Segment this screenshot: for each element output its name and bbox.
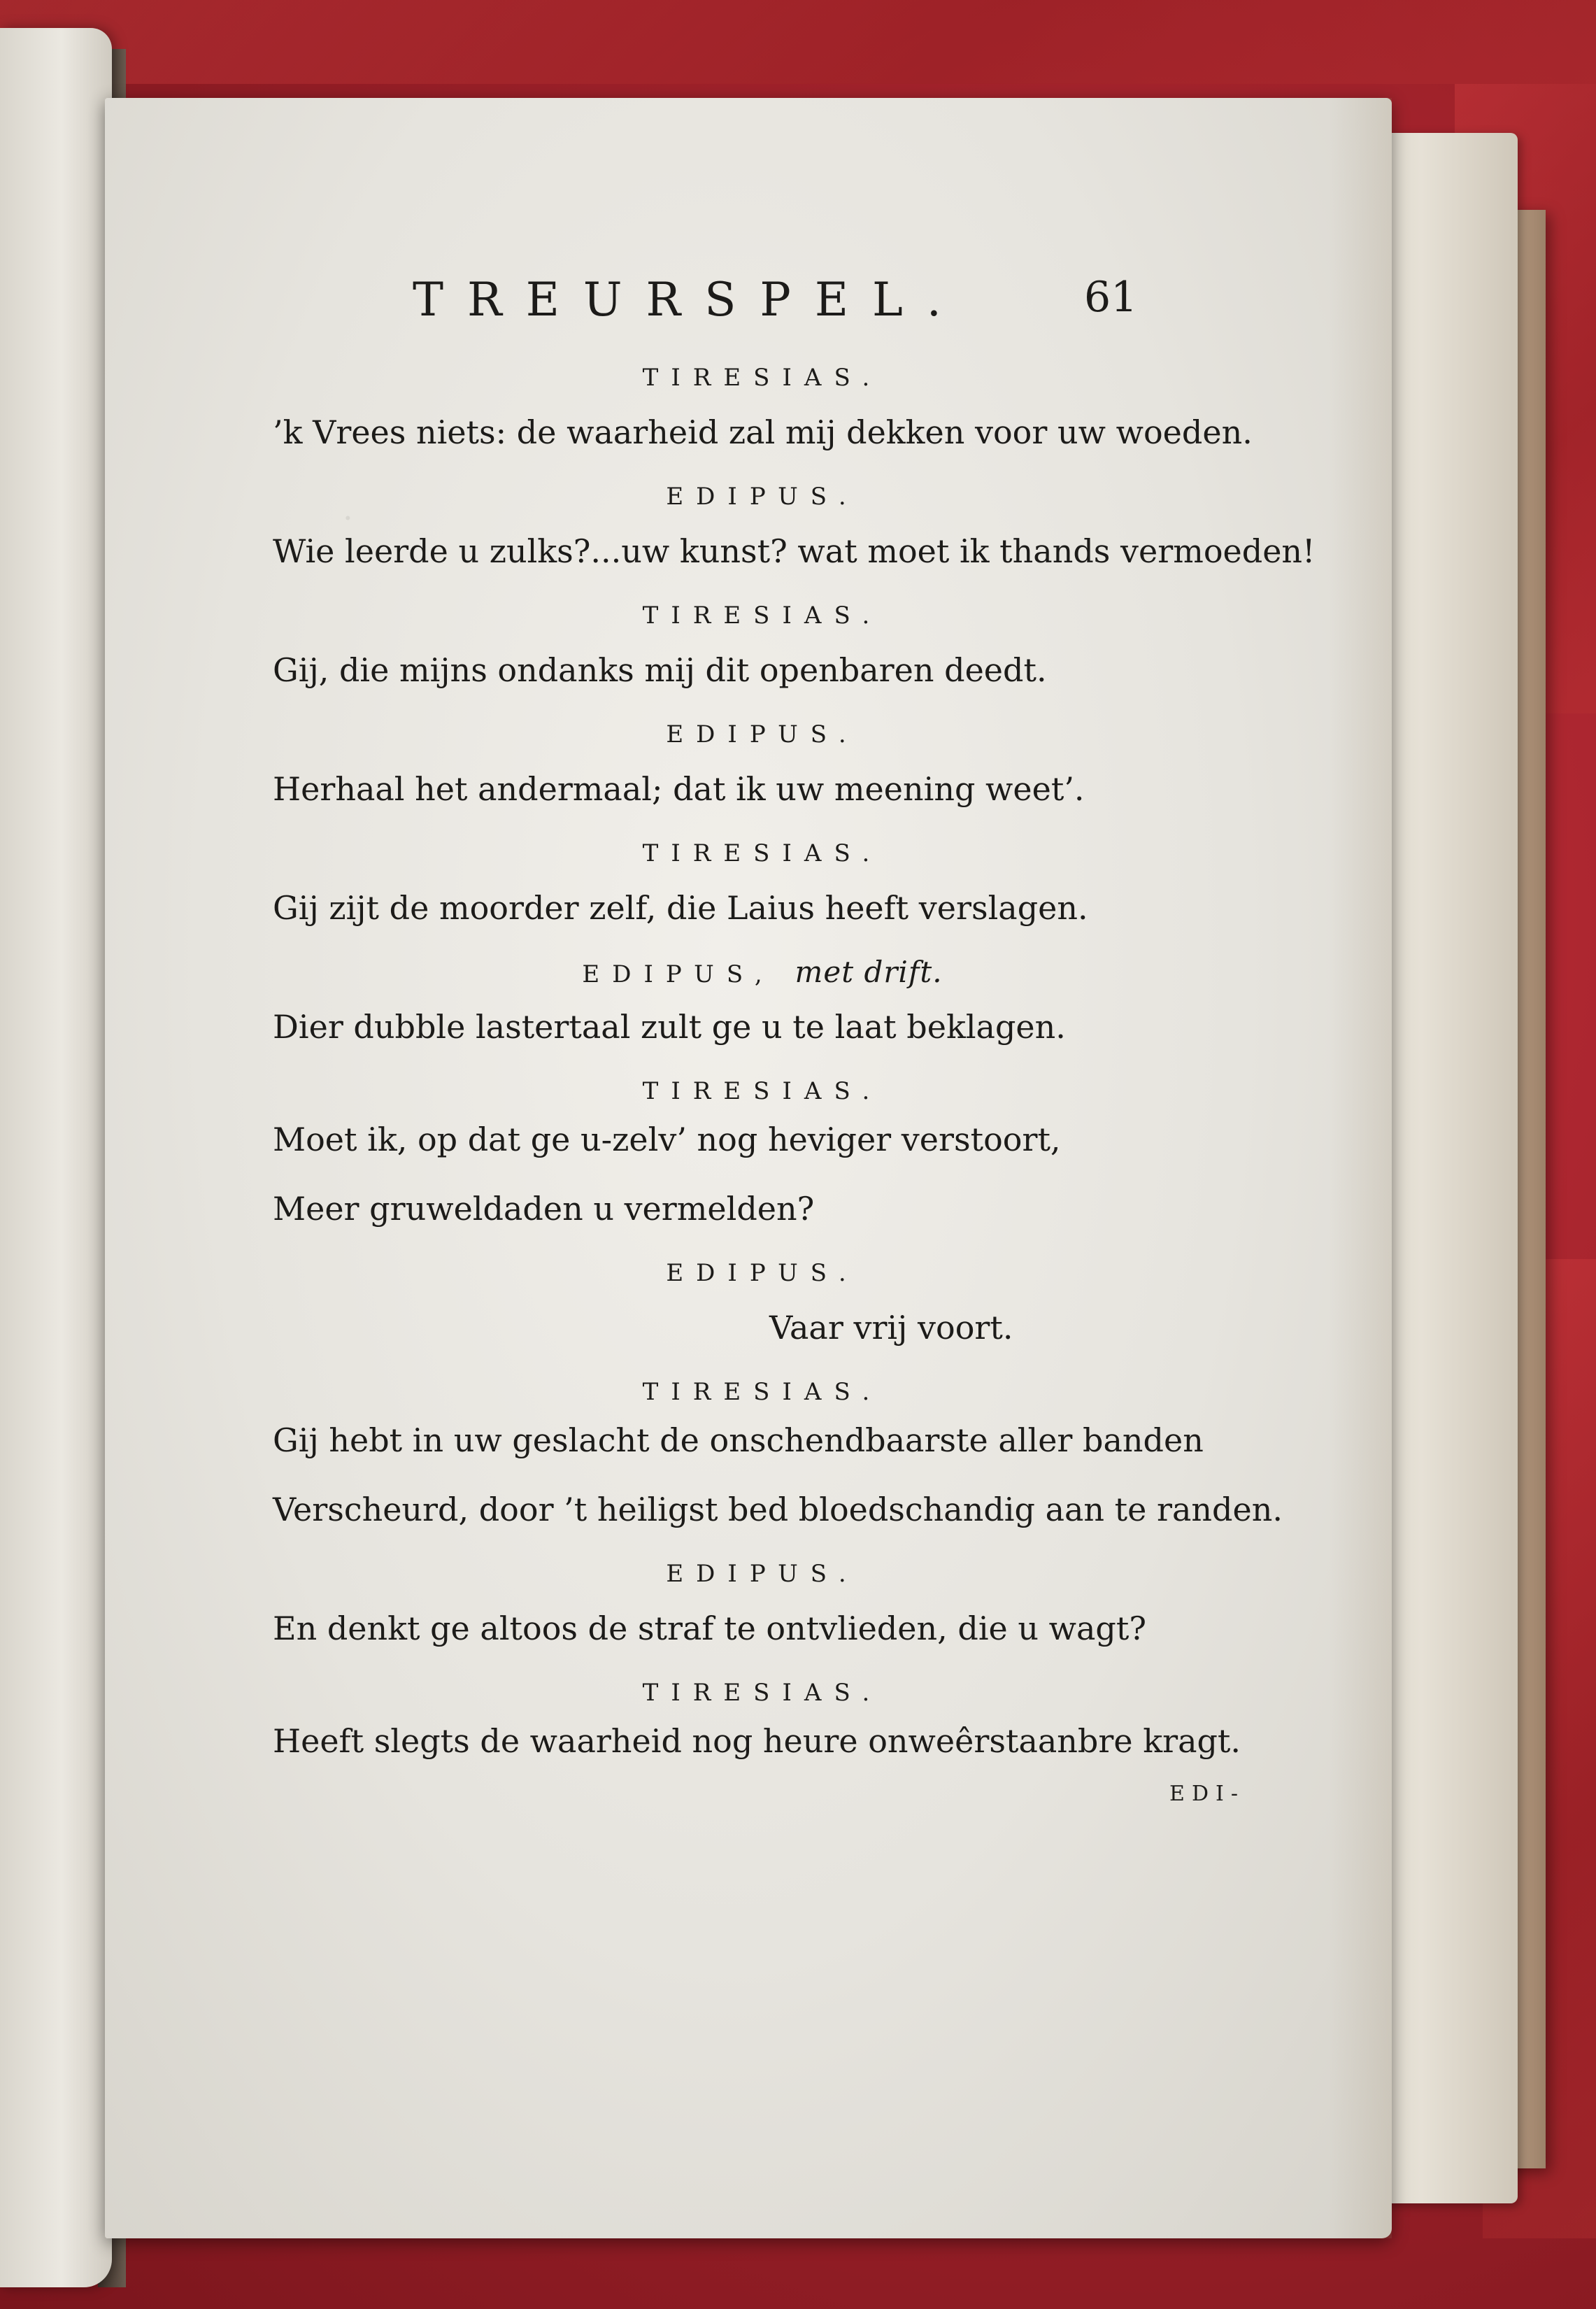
verse-line: Heeft slegts de waarheid nog heure onweêrstaanbre kragt.	[273, 1722, 1241, 1760]
speaker-name: TIRESIAS.	[642, 839, 883, 867]
speaker-name: EDIPUS.	[666, 720, 859, 748]
verse-line: Wie leerde u zulks?...uw kunst? wat moet ik thands vermoeden!	[273, 532, 1316, 570]
verse-line: Gij hebt in uw geslacht de onschendbaarste aller banden	[273, 1421, 1204, 1459]
verse-line: ’k Vrees niets: de waarheid zal mij dekken voor uw woeden.	[273, 413, 1253, 451]
verse-line: En denkt ge altoos de straf te ontvlieden, die u wagt?	[273, 1610, 1147, 1647]
speaker-with-stage-direction	[273, 951, 1252, 993]
speaker-name: TIRESIAS.	[642, 1679, 883, 1707]
verse-line: Gij, die mijns ondanks mij dit openbaren deedt.	[273, 651, 1047, 689]
speaker-name: EDIPUS.	[666, 1259, 859, 1287]
verse-line: Vaar vrij voort.	[769, 1309, 1013, 1347]
show-through-text: .	[343, 490, 353, 527]
catchword: EDI-	[1169, 1782, 1245, 1806]
speaker-name: TIRESIAS.	[642, 602, 883, 630]
dialogue	[273, 357, 1316, 1812]
verse-line: Moet ik, op dat ge u-zelv’ nog heviger verstoort,	[273, 1121, 1061, 1158]
verse-line: Meer gruweldaden u vermelden?	[273, 1190, 815, 1228]
speaker-name: TIRESIAS.	[642, 364, 883, 392]
speaker-name: EDIPUS.	[666, 483, 859, 511]
background-tile	[0, 0, 1596, 84]
speaker-name: TIRESIAS.	[642, 1378, 883, 1406]
verse-line: Verscheurd, door ’t heiligst bed bloedschandig aan te randen.	[273, 1491, 1283, 1528]
running-head-title: TREURSPEL.	[413, 273, 965, 327]
page-number: 61	[1084, 273, 1138, 322]
verse-line: Gij zijt de moorder zelf, die Laius heeft verslagen.	[273, 889, 1088, 927]
running-head	[273, 273, 1252, 357]
verse-line: Herhaal het andermaal; dat ik uw meening weet’.	[273, 770, 1085, 808]
speaker-name: EDIPUS,	[582, 960, 775, 988]
speaker-name: TIRESIAS.	[642, 1077, 883, 1105]
left-page-edge	[0, 28, 112, 2287]
stage-direction: met drift.	[795, 955, 943, 989]
speaker-name: EDIPUS.	[666, 1560, 859, 1588]
page-text	[273, 273, 1316, 1812]
book-page	[105, 98, 1392, 2238]
verse-line: Dier dubble lastertaal zult ge u te laat beklagen.	[273, 1008, 1066, 1046]
